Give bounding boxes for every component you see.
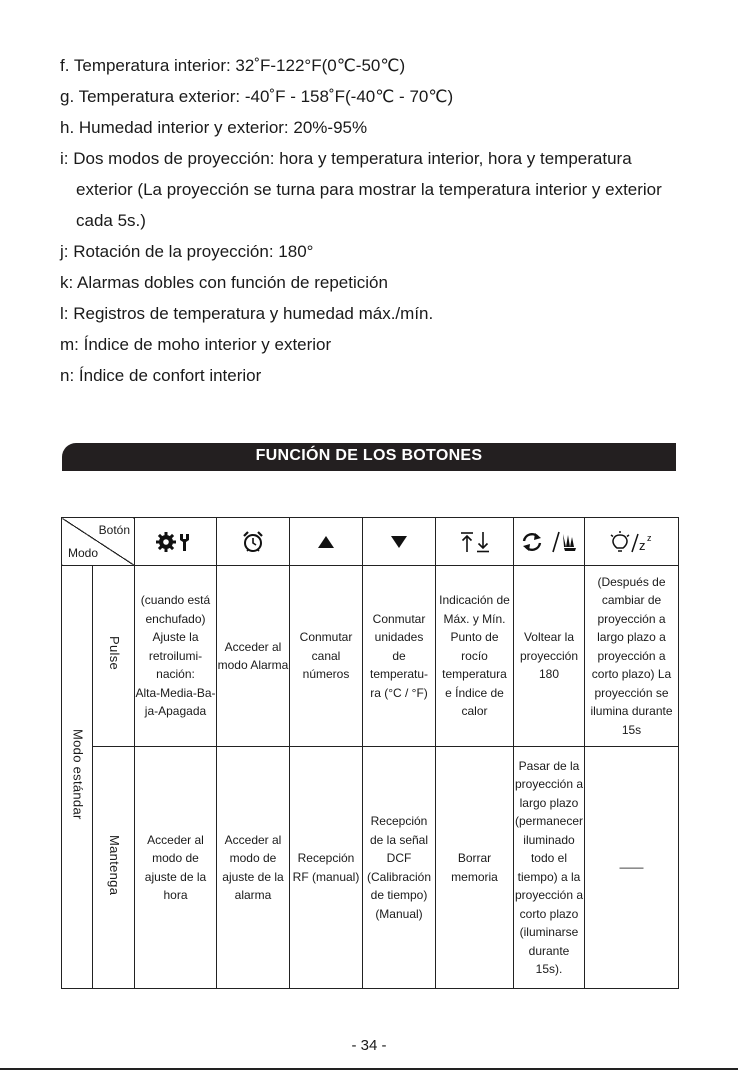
row-label-hold: Mantenga	[106, 834, 122, 895]
mode-label-cell	[62, 566, 93, 989]
bottom-rule	[0, 1068, 738, 1070]
alarm-clock-icon	[217, 518, 290, 566]
table-cell: Indicación de Máx. y Mín. Punto de rocío temperatura e Índice de calor	[436, 566, 514, 747]
rotate-flip-icon	[514, 518, 585, 566]
spec-item: f. Temperatura interior: 32˚F-122°F(0℃-50℃)	[60, 56, 406, 75]
row-label-cell	[93, 566, 135, 747]
mode-label: Modo estándar	[70, 728, 86, 820]
gear-wrench-icon	[135, 518, 217, 566]
spec-item: i: Dos modos de proyección: hora y temperatura interior, hora y temperatura	[60, 149, 632, 168]
table-cell: Acceder al modo de ajuste de la hora	[135, 747, 217, 989]
table-cell: (cuando está enchufado) Ajuste la retroilumi- nación: Alta-Media-Ba- ja-Apagada	[135, 566, 217, 747]
corner-cell	[62, 518, 135, 566]
spec-list	[60, 50, 700, 391]
table-cell: Borrar memoria	[436, 747, 514, 989]
table-cell: Conmutar canal números	[290, 566, 363, 747]
corner-top-label: Botón	[98, 523, 130, 537]
table-cell: Voltear la proyección 180	[514, 566, 585, 747]
table-cell: (Después de cambiar de proyección a largo plazo a proyección a corto plazo) La proyección se ilumina durante 15s	[585, 566, 679, 747]
svg-text:z: z	[638, 537, 645, 553]
table-cell: Acceder al modo de ajuste de la alarma	[217, 747, 290, 989]
max-min-icon	[436, 518, 514, 566]
spec-item: k: Alarmas dobles con función de repetición	[60, 273, 388, 292]
button-function-table	[61, 517, 679, 989]
corner-bottom-label: Modo	[68, 545, 99, 560]
up-arrow-icon	[290, 518, 363, 566]
spec-item: n: Índice de confort interior	[60, 366, 262, 385]
section-banner	[62, 443, 676, 471]
spec-item: m: Índice de moho interior y exterior	[60, 335, 332, 354]
spec-item: j: Rotación de la proyección: 180°	[60, 242, 314, 261]
row-label-pulse: Pulse	[106, 636, 122, 671]
spec-item: g. Temperatura exterior: -40˚F - 158˚F(-40℃ - 70℃)	[60, 87, 454, 106]
svg-text:z: z	[646, 532, 651, 543]
table-cell: Conmutar unidades de temperatu- ra (°C / °F)	[363, 566, 436, 747]
spec-item-continuation: cada 5s.)	[76, 211, 146, 230]
down-arrow-icon	[363, 518, 436, 566]
page-number: - 34 -	[351, 1037, 387, 1054]
table-cell: Recepción RF (manual)	[290, 747, 363, 989]
section-title: FUNCIÓN DE LOS BOTONES	[255, 447, 483, 464]
table-cell: Recepción de la señal DCF (Calibración de tiempo) (Manual)	[363, 747, 436, 989]
header-row	[62, 518, 679, 566]
table-cell: ——	[585, 747, 679, 989]
hold-row	[62, 747, 679, 989]
spec-item: h. Humedad interior y exterior: 20%-95%	[60, 118, 368, 137]
spec-item-continuation: exterior (La proyección se turna para mostrar la temperatura interior y exterior	[76, 180, 662, 199]
spec-item: l: Registros de temperatura y humedad máx./mín.	[60, 304, 434, 323]
row-label-cell	[93, 747, 135, 989]
table-cell: Acceder al modo Alarma	[217, 566, 290, 747]
light-snooze-icon	[585, 518, 679, 566]
table-cell: Pasar de la proyección a largo plazo (permanecer iluminado todo el tiempo) a la proyección a corto plazo (iluminarse durante 15s).	[514, 747, 585, 989]
pulse-row	[62, 566, 679, 747]
